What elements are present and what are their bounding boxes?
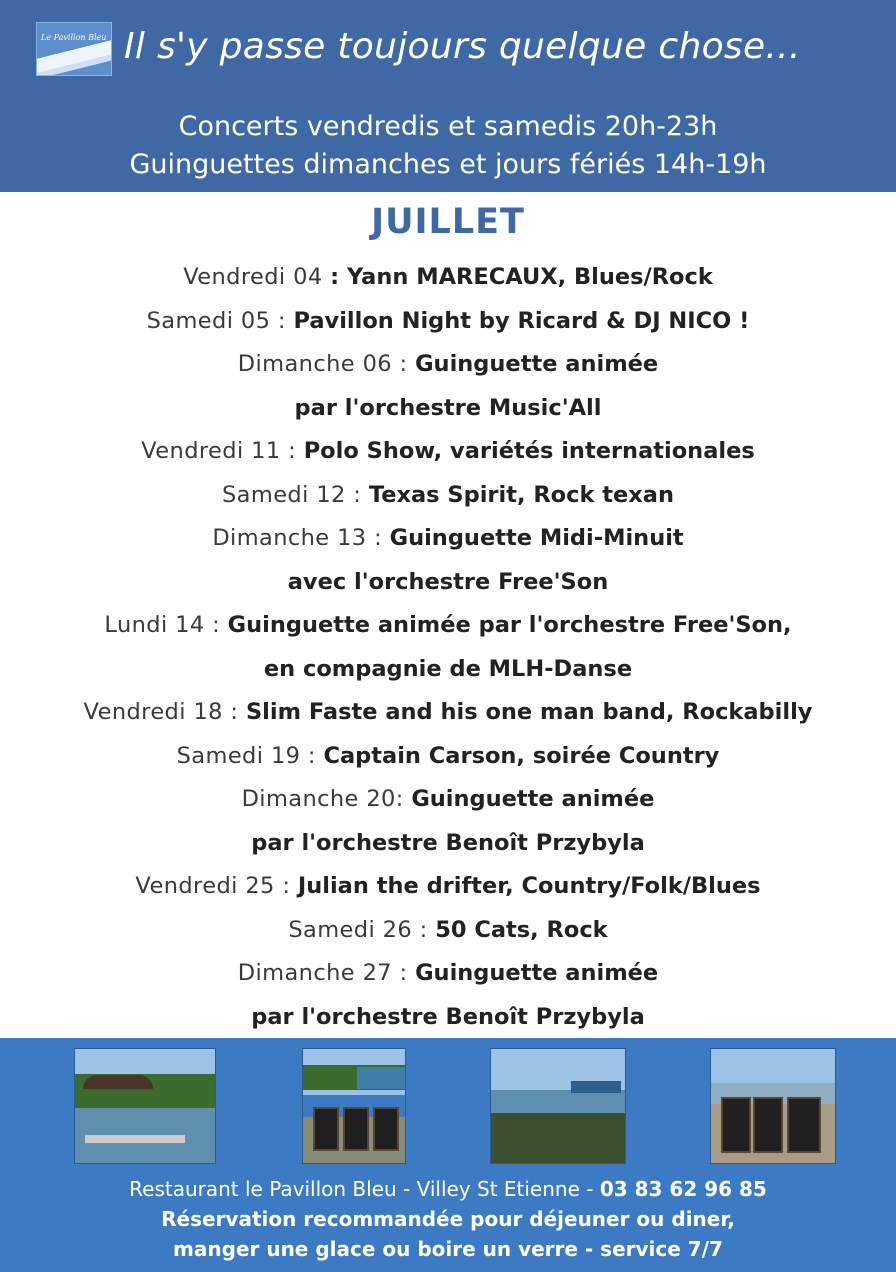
event-line <box>0 996 896 1040</box>
event-day: Samedi 26 : <box>288 916 436 943</box>
event-act: Guinguette animée <box>415 351 659 377</box>
event-line <box>0 909 896 953</box>
event-act: Texas Spirit, Rock texan <box>368 481 674 508</box>
pavillon-bleu-logo <box>36 22 112 76</box>
reservation-line-1: Réservation recommandée pour déjeuner ou diner, <box>161 1207 735 1231</box>
event-line <box>0 387 896 431</box>
event-act: par l'orchestre Music'All <box>294 394 602 421</box>
lakeside-photo <box>490 1048 626 1164</box>
event-day: Vendredi 18 : <box>83 699 246 725</box>
event-day: Vendredi 04 <box>183 264 331 290</box>
event-line <box>0 865 896 909</box>
event-act: Pavillon Night by Ricard & DJ NICO ! <box>293 307 750 334</box>
event-line <box>0 822 896 866</box>
menu-boards-photo <box>302 1048 406 1164</box>
event-line <box>0 952 896 996</box>
event-day: Samedi 19 : <box>176 742 324 769</box>
phone-number: 03 83 62 96 85 <box>599 1177 767 1201</box>
event-act: 50 Cats, Rock <box>435 916 608 943</box>
event-act: avec l'orchestre Free'Son <box>287 568 609 595</box>
month-title: JUILLET <box>371 202 525 242</box>
event-act: Guinguette animée par l'orchestre Free'Son, <box>227 612 792 638</box>
event-day: Vendredi 25 : <box>135 873 298 899</box>
event-act: Captain Carson, soirée Country <box>323 742 720 769</box>
event-act: en compagnie de MLH-Danse <box>263 655 633 682</box>
event-act: Polo Show, variétés internationales <box>303 438 755 464</box>
reservation-line-2: manger une glace ou boire un verre - service 7/7 <box>173 1237 723 1261</box>
event-line <box>0 256 896 300</box>
contact-block <box>0 1174 896 1264</box>
event-line <box>0 474 896 518</box>
event-day: Samedi 05 : <box>146 307 294 334</box>
event-list <box>0 256 896 1039</box>
event-day: Dimanche 27 : <box>237 960 416 986</box>
event-day: Lundi 14 : <box>104 612 228 638</box>
event-line <box>0 604 896 648</box>
event-day: Dimanche 20: <box>241 786 412 812</box>
event-act: Guinguette animée <box>411 786 655 812</box>
address-line <box>0 1174 896 1204</box>
event-act: Guinguette Midi-Minuit <box>389 525 684 551</box>
event-day: Dimanche 13 : <box>212 525 390 551</box>
event-day: Dimanche 06 : <box>237 351 416 377</box>
event-line <box>0 430 896 474</box>
event-line <box>0 778 896 822</box>
event-line <box>0 648 896 692</box>
event-line <box>0 735 896 779</box>
restaurant-address: Restaurant le Pavillon Bleu - Villey St Etienne - <box>129 1177 600 1201</box>
opening-hours <box>0 108 896 184</box>
concert-hours: Concerts vendredis et samedis 20h-23h <box>178 111 718 142</box>
event-act: Slim Faste and his one man band, Rockabilly <box>245 699 813 725</box>
event-act: : Yann MARECAUX, Blues/Rock <box>330 264 713 290</box>
event-day: Samedi 12 : <box>222 481 369 508</box>
event-act: Julian the drifter, Country/Folk/Blues <box>297 873 761 899</box>
event-act: par l'orchestre Benoît Przybyla <box>251 1003 645 1030</box>
event-act: Guinguette animée <box>415 960 659 986</box>
event-day: Vendredi 11 : <box>141 438 304 464</box>
terrace-photo <box>74 1048 216 1164</box>
event-line <box>0 300 896 344</box>
event-act: par l'orchestre Benoît Przybyla <box>251 829 645 856</box>
tagline: Il s'y passe toujours quelque chose... <box>124 26 801 67</box>
chalkboards-photo <box>710 1048 836 1164</box>
footer-banner <box>0 1038 896 1272</box>
event-line <box>0 561 896 605</box>
header-banner <box>0 0 896 192</box>
event-line <box>0 691 896 735</box>
event-line <box>0 343 896 387</box>
guinguette-hours: Guinguettes dimanches et jours fériés 14h-19h <box>129 149 767 180</box>
event-line <box>0 517 896 561</box>
logo-text: Le Pavillon Bleu <box>41 33 107 42</box>
